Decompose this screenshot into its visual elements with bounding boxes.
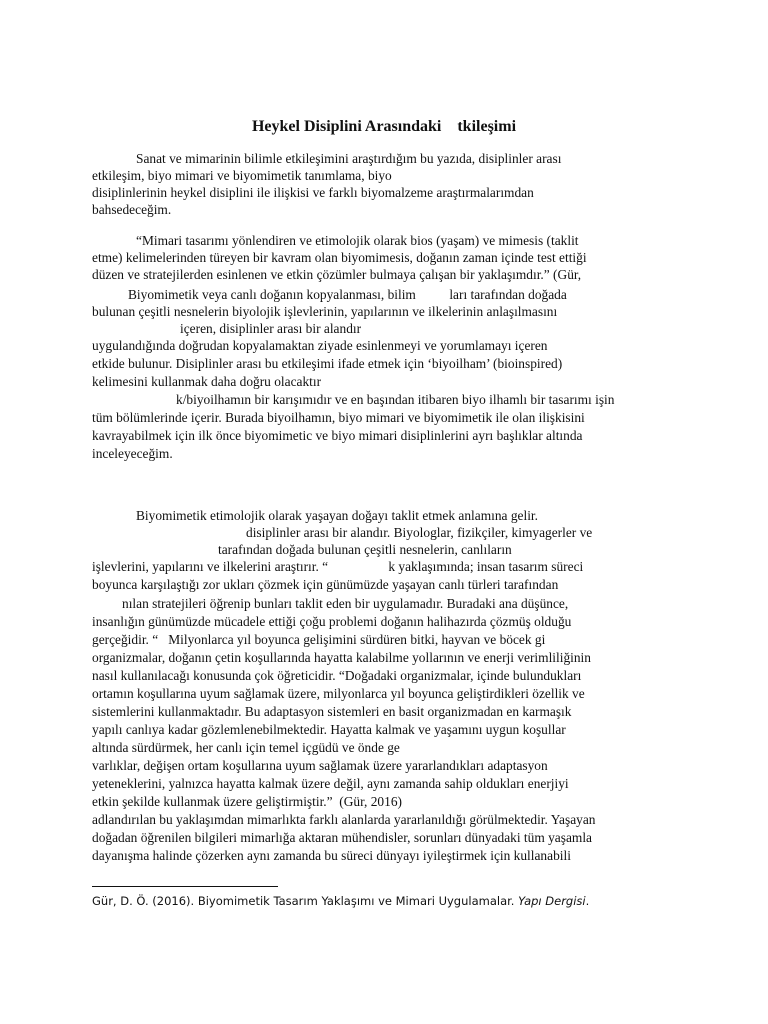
text-line: kavrayabilmek için ilk önce biyomimetic ve biyo mimari disiplinlerini ayrı başlıklar altında [92, 428, 583, 443]
text-line: işlevlerini, yapılarını ve ilkelerini araştırır. “ k yaklaşımında; insan tasarım süreci [92, 559, 584, 574]
text-line: organizmalar, doğanın çetin koşullarında hayatta kalabilme yollarının ve enerji verimliliğinin [92, 650, 591, 665]
text-line: Sanat ve mimarinin bilimle etkileşimini araştırdığım bu yazıda, disiplinler arası [136, 151, 562, 166]
text-line: adlandırılan bu yaklaşımdan mimarlıkta farklı alanlarda yararlanıldığı görülmektedir. Yaşayan [92, 812, 596, 827]
text-line: gerçeğidir. “ Milyonlarca yıl boyunca gelişimini sürdüren bitki, hayvan ve böcek gi [92, 632, 546, 647]
text-line: etkin şekilde kullanmak üzere geliştirmiştir.” (Gür, 2016) [92, 794, 402, 809]
text-line: inceleyeceğim. [92, 446, 173, 461]
text-line: ortamın koşullarına uyum sağlamak üzere, milyonlarca yıl boyunca geliştirdikleri özellik ve [92, 686, 585, 701]
text-line: yeteneklerini, yalnızca hayatta kalmak üzere değil, aynı zamanda sahip oldukları enerjiyi [92, 776, 569, 791]
text-line: Biyomimetik etimolojik olarak yaşayan doğayı taklit etmek anlamına gelir. [136, 508, 538, 523]
footnote-divider [92, 886, 278, 887]
text-line: nasıl kullanılacağı konusunda çok öğreticidir. “Doğadaki organizmalar, içinde bulundukları [92, 668, 582, 683]
text-line: Biyomimetik veya canlı doğanın kopyalanması, bilim ları tarafından doğada [128, 287, 567, 302]
text-line: insanlığın günümüzde mücadele ettiği çoğu problemi doğanın halihazırda çözmüş olduğu [92, 614, 572, 629]
footnote-citation: Gür, D. Ö. (2016). Biyomimetik Tasarım Yaklaşımı ve Mimari Uygulamalar. [92, 894, 519, 908]
text-line: varlıklar, değişen ortam koşullarına uyum sağlamak üzere yararlandıkları adaptasyon [92, 758, 548, 773]
text-line: etkileşim, biyo mimari ve biyomimetik tanımlama, biyo [92, 168, 392, 183]
text-line: uygulandığında doğrudan kopyalamaktan ziyade esinlenmeyi ve yorumlamayı içeren [92, 338, 548, 353]
text-line: disiplinler arası bir alandır. Biyologlar, fizikçiler, kimyagerler ve [246, 525, 593, 540]
text-line: içeren, disiplinler arası bir alandır [180, 321, 362, 336]
text-line: altında sürdürmek, her canlı için temel içgüdü ve önde ge [92, 740, 400, 755]
text-line: etme) kelimelerinden türeyen bir kavram olan biyomimesis, doğanın zaman içinde test ettiği [92, 250, 587, 265]
footnote [92, 894, 589, 908]
text-line: boyunca karşılaştığı zor ukları çözmek için günümüzde yaşayan canlı türleri tarafından [92, 577, 559, 592]
text-line: “Mimari tasarımı yönlendiren ve etimolojik olarak bios (yaşam) ve mimesis (taklit [136, 233, 579, 248]
text-line: disiplinlerinin heykel disiplini ile ilişkisi ve farklı biyomalzeme araştırmalarımdan [92, 185, 534, 200]
text-line: tüm bölümlerinde içerir. Burada biyoilhamın, biyo mimari ve biyomimetik ile olan ilişkisini [92, 410, 585, 425]
page-title: Heykel Disiplini Arasındaki tkileşimi [251, 118, 517, 135]
footnote-journal: Yapı Dergisi [518, 894, 586, 908]
text-line: nılan stratejileri öğrenip bunları taklit eden bir uygulamadır. Buradaki ana düşünce, [122, 596, 569, 611]
text-line: doğadan öğrenilen bilgileri mimarlığa aktaran mühendisler, sorunları dünyadaki tüm yaşamla [92, 830, 592, 845]
text-line: tarafından doğada bulunan çeşitli nesnelerin, canlıların [218, 542, 512, 557]
text-line: bahsedeceğim. [92, 202, 172, 217]
text-line: k/biyoilhamın bir karışımıdır ve en başından itibaren biyo ilhamlı bir tasarımı işin [176, 392, 615, 407]
text-line: sistemlerini kullanmaktadır. Bu adaptasyon sistemleri en basit organizmadan en karmaşık [92, 704, 572, 719]
text-line: düzen ve stratejilerden esinlenen ve etkin çözümler bulmaya çalışan bir yaklaşımdır.” (Gür, [92, 267, 582, 282]
text-line: etkide bulunur. Disiplinler arası bu etkileşimi ifade etmek için ‘biyoilham’ (bioinspired) [92, 356, 563, 371]
text-line: kelimesini kullanmak daha doğru olacaktır [92, 374, 322, 389]
text-line: yapılı canlıya kadar gözlemlenebilmektedir. Hayatta kalmak ve yaşamını uygun koşullar [92, 722, 566, 737]
text-line: bulunan çeşitli nesnelerin biyolojik işlevlerinin, yapılarının ve ilkelerinin anlaşılmasını [92, 304, 558, 319]
footnote-end: . [585, 894, 590, 908]
text-line: dayanışma halinde çözerken aynı zamanda bu süreci dünyayı iyileştirmek için kullanabili [92, 848, 571, 863]
